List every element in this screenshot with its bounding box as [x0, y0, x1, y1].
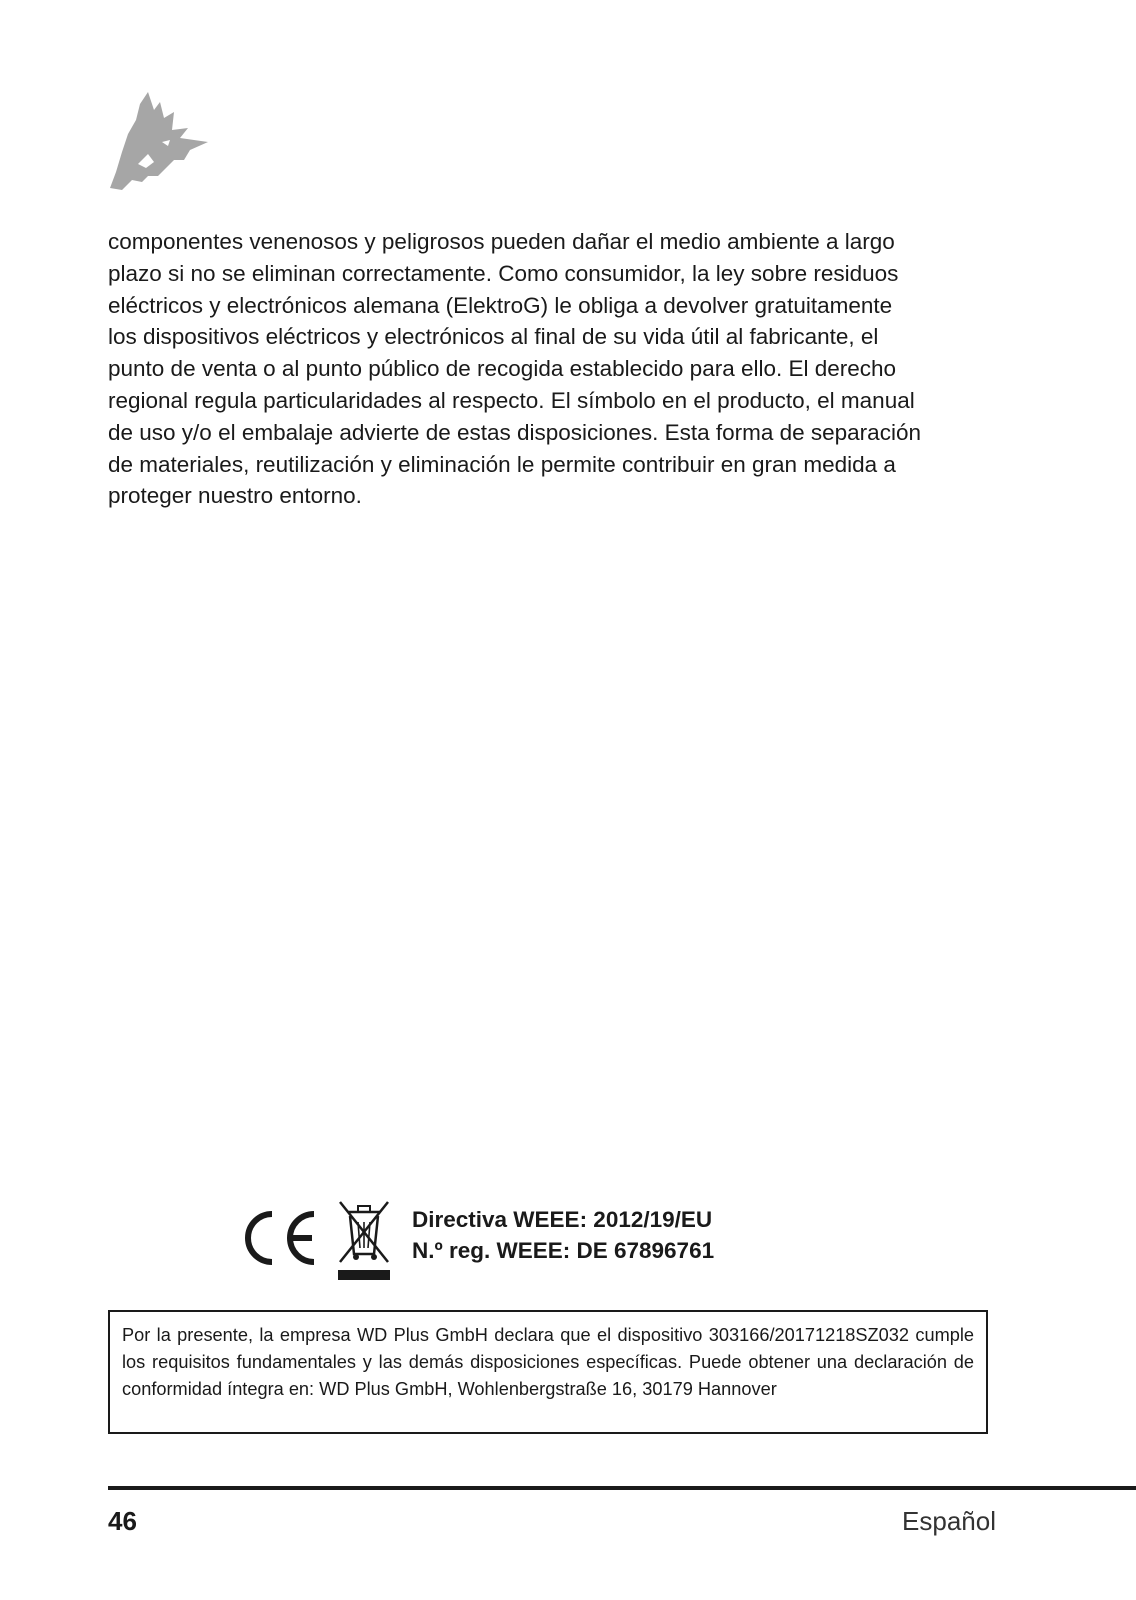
body-line: proteger nuestro entorno. [108, 483, 362, 509]
weee-directive: Directiva WEEE: 2012/19/EU [412, 1207, 713, 1232]
body-line: los dispositivos eléctricos y electrónicos al final de su vida útil al fabricante, el [108, 324, 879, 350]
body-line: plazo si no se eliminan correctamente. Como consumidor, la ley sobre residuos [108, 260, 899, 286]
body-line: componentes venenosos y peligrosos pueden dañar el medio ambiente a largo [108, 229, 895, 254]
body-line: punto de venta o al punto público de recogida establecido para ello. El derecho [108, 356, 897, 382]
declaration-box: Por la presente, la empresa WD Plus GmbH declara que el dispositivo 303166/20171218SZ032 cumple los requisitos fundamentales y las demás disposiciones específicas. Puede obtener una declaración de conformidad íntegra en: WD Plus GmbH, Wohlenbergstraße 16, 30179 Hannover [108, 1310, 988, 1434]
wolf-head-icon [108, 90, 212, 196]
language-label: Español [902, 1506, 996, 1536]
crossed-out-bin-icon [336, 1198, 392, 1282]
body-line: de uso y/o el embalaje advierte de estas disposiciones. Esta forma de separación [108, 419, 921, 445]
weee-info [412, 1204, 714, 1266]
body-line: de materiales, reutilización y eliminación le permite contribuir en gran medida a [108, 451, 896, 477]
weee-registration: N.º reg. WEEE: DE 67896761 [412, 1238, 715, 1263]
footer-divider [108, 1486, 1136, 1490]
body-line: eléctricos y electrónicos alemana (ElektroG) le obliga a devolver gratuitamente [108, 292, 893, 318]
body-line: regional regula particularidades al respecto. El símbolo en el producto, el manual [108, 387, 915, 413]
body-paragraph [108, 226, 988, 512]
page-number: 46 [108, 1506, 137, 1536]
ce-mark-icon [242, 1210, 320, 1266]
